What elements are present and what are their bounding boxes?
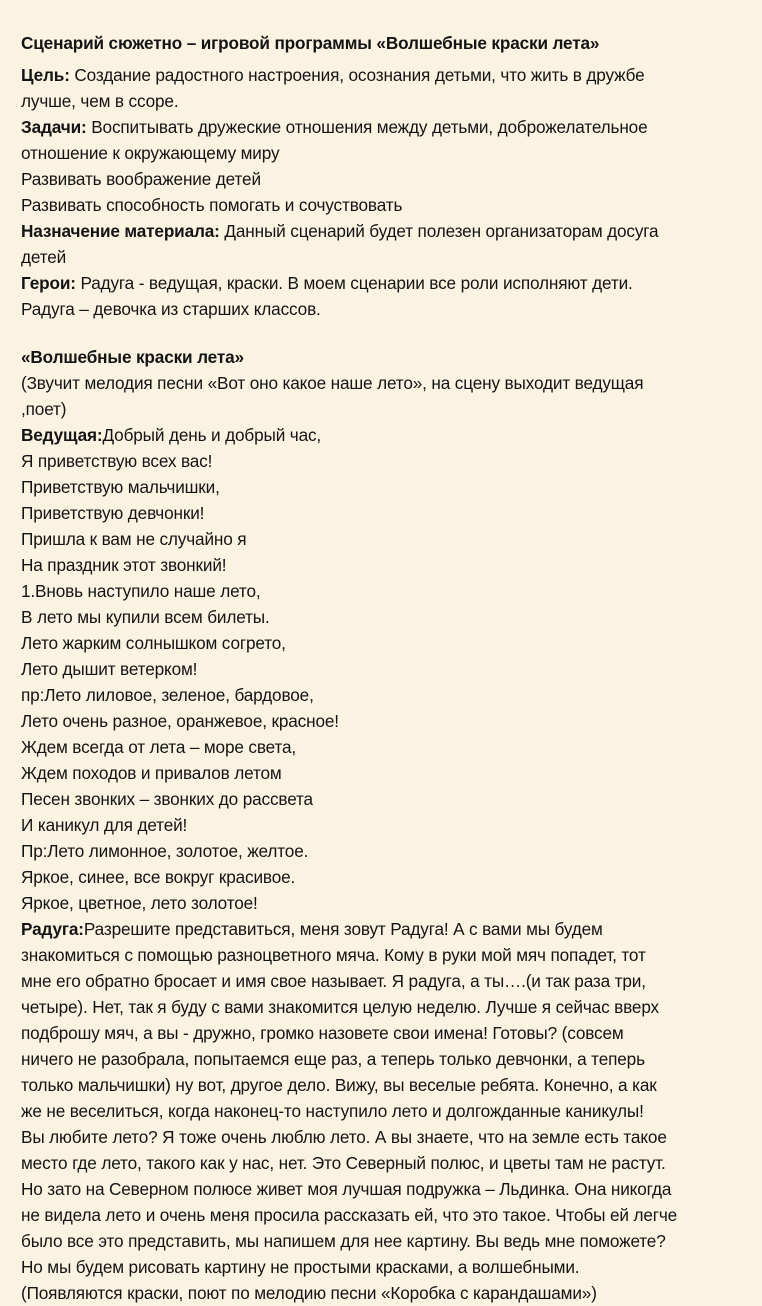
verse-line: Песен звонких – звонких до рассвета: [21, 789, 313, 809]
host-label: Ведущая:: [21, 425, 103, 445]
host-verse: [21, 448, 761, 916]
heroes-line-2: Радуга – девочка из старших классов.: [21, 299, 321, 319]
speech-line: было все это представить, мы напишем для нее картину. Вы ведь мне поможете?: [21, 1231, 666, 1251]
section-title: «Волшебные краски лета»: [21, 347, 244, 367]
tasks-line-3: Развивать воображение детей: [21, 169, 261, 189]
verse-line: пр:Лето лиловое, зеленое, бардовое,: [21, 685, 314, 705]
verse-line: В лето мы купили всем билеты.: [21, 607, 270, 627]
verse-line: И каникул для детей!: [21, 815, 188, 835]
rainbow-line: [21, 916, 761, 942]
speech-line: не видела лето и очень меня просила рассказать ей, что это такое. Чтобы ей легче: [21, 1205, 678, 1225]
purpose-label: Назначение материала:: [21, 221, 220, 241]
verse-line: Лето очень разное, оранжевое, красное!: [21, 711, 339, 731]
stage-direction-line: (Звучит мелодия песни «Вот оно какое наше лето», на сцену выходит ведущая: [21, 373, 644, 393]
speech-line: Но зато на Северном полюсе живет моя лучшая подружка – Льдинка. Она никогда: [21, 1179, 672, 1199]
tasks-line: [21, 114, 761, 140]
speech-line: Но мы будем рисовать картину не простыми красками, а волшебными.: [21, 1257, 580, 1277]
speech-line: мне его обратно бросает и имя свое называет. Я радуга, а ты….(и так раза три,: [21, 971, 646, 991]
speech-line: знакомиться с помощью разноцветного мяча. Кому в руки мой мяч попадет, тот: [21, 945, 646, 965]
purpose-line-2: детей: [21, 247, 67, 267]
speech-line: Вы любите лето? Я тоже очень люблю лето. А вы знаете, что на земле есть такое: [21, 1127, 667, 1147]
tasks-text: Воспитывать дружеские отношения между детьми, доброжелательное: [86, 117, 648, 137]
goal-line: [21, 62, 761, 88]
host-line: [21, 422, 761, 448]
blank-line: [21, 322, 761, 344]
tasks-label: Задачи:: [21, 117, 87, 137]
document-title: Сценарий сюжетно – игровой программы «Волшебные краски лета»: [21, 33, 600, 53]
verse-line: Пришла к вам не случайно я: [21, 529, 247, 549]
host-text: Добрый день и добрый час,: [102, 425, 322, 445]
verse-line: Лето дышит ветерком!: [21, 659, 198, 679]
verse-line: Яркое, цветное, лето золотое!: [21, 893, 258, 913]
verse-line: Лето жарким солнышком согрето,: [21, 633, 286, 653]
verse-line: На праздник этот звонкий!: [21, 555, 227, 575]
speech-line: подброшу мяч, а вы - дружно, громко назовете свои имена! Готовы? (совсем: [21, 1023, 624, 1043]
tasks-line-2: отношение к окружающему миру: [21, 143, 280, 163]
stage-direction-line-2: ,поет): [21, 399, 67, 419]
speech-line: же не веселиться, когда наконец-то наступило лето и долгожданные каникулы!: [21, 1101, 644, 1121]
goal-text: Создание радостного настроения, осознания детьми, что жить в дружбе: [69, 65, 645, 85]
rainbow-label: Радуга:: [21, 919, 84, 939]
verse-line: Приветствую девчонки!: [21, 503, 205, 523]
heroes-line: [21, 270, 761, 296]
goal-label: Цель:: [21, 65, 70, 85]
verse-line: Ждем походов и привалов летом: [21, 763, 282, 783]
verse-line: Ждем всегда от лета – море света,: [21, 737, 297, 757]
speech-line: четыре). Нет, так я буду с вами знакомится целую неделю. Лучше я сейчас вверх: [21, 997, 659, 1017]
purpose-text: Данный сценарий будет полезен организаторам досуга: [219, 221, 659, 241]
verse-line: Я приветствую всех вас!: [21, 451, 213, 471]
speech-line: ничего не разобрала, попытаемся еще раз, а теперь только девчонки, а теперь: [21, 1049, 645, 1069]
heroes-label: Герои:: [21, 273, 76, 293]
speech-line: (Появляются краски, поют по мелодию песни «Коробка с карандашами»): [21, 1283, 597, 1303]
rainbow-text: Разрешите представиться, меня зовут Радуга! А с вами мы будем: [83, 919, 603, 939]
speech-line: место где лето, такого как у нас, нет. Это Северный полюс, и цветы там не растут.: [21, 1153, 666, 1173]
rainbow-speech: [21, 942, 761, 1306]
verse-line: Приветствую мальчишки,: [21, 477, 220, 497]
purpose-line: [21, 218, 761, 244]
heroes-text: Радуга - ведущая, краски. В моем сценарии все роли исполняют дети.: [75, 273, 633, 293]
goal-line-2: лучше, чем в ссоре.: [21, 91, 179, 111]
verse-line: Яркое, синее, все вокруг красивое.: [21, 867, 296, 887]
speech-line: только мальчишки) ну вот, другое дело. Вижу, вы веселые ребята. Конечно, а как: [21, 1075, 657, 1095]
verse-line: Пр:Лето лимонное, золотое, желтое.: [21, 841, 309, 861]
tasks-line-4: Развивать способность помогать и сочуствовать: [21, 195, 403, 215]
document-body: [21, 30, 761, 1306]
verse-line: 1.Вновь наступило наше лето,: [21, 581, 261, 601]
